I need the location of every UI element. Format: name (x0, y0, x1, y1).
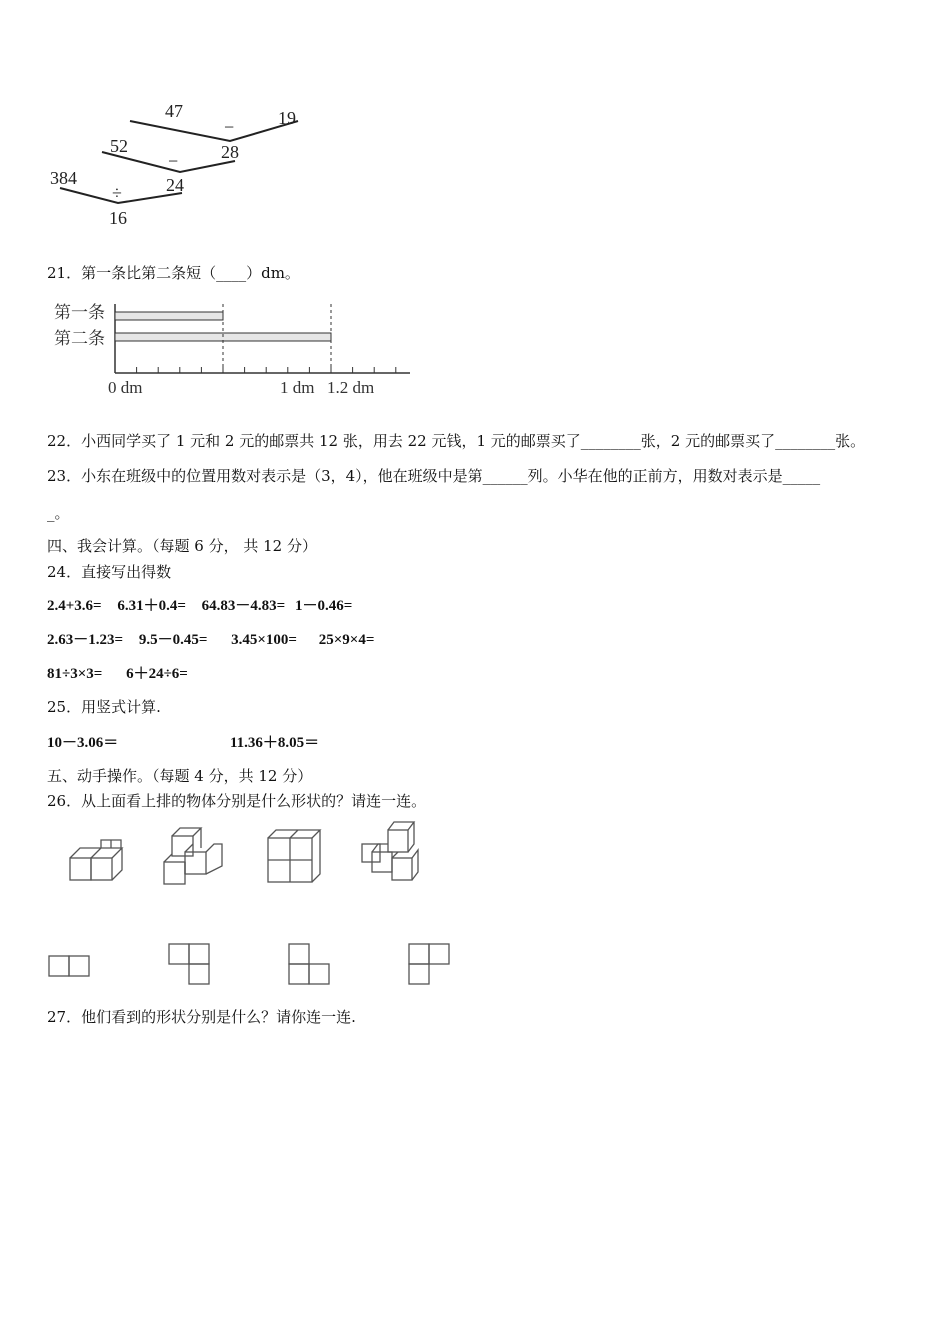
axis-ticks (115, 367, 396, 373)
section-4-title: 四、我会计算。（每题 6 分， 共 12 分） (47, 537, 317, 555)
top-view-two-squares (49, 956, 89, 976)
top-view-shapes-row (45, 940, 465, 990)
solid-square-stack (268, 830, 320, 882)
section-5-title: 五、动手操作。（每题 4 分，共 12 分） (47, 767, 313, 785)
tick-label-1dm: 1 dm (280, 378, 315, 397)
question-23-continued: _。 (47, 504, 70, 522)
cube-solids-row (60, 818, 440, 890)
tree-num-24: 24 (166, 175, 184, 195)
tree-num-19: 19 (278, 108, 296, 128)
tick-label-0dm: 0 dm (108, 378, 143, 397)
calc-item: 25×9×4= (318, 632, 375, 648)
top-view-l-left (289, 944, 329, 984)
question-22: 22．小西同学买了 1 元和 2 元的邮票共 12 张，用去 22 元钱，1 元的邮票买了________张，2 元的邮票买了________张。 (47, 432, 866, 450)
question-25-title: 25．用竖式计算. (47, 698, 161, 716)
question-23: 23．小东在班级中的位置用数对表示是（3，4），他在班级中是第______列。小华在他的正前方，用数对表示是_____ (47, 467, 821, 485)
calc-row-1 (47, 594, 364, 615)
tree-num-28: 28 (221, 142, 239, 162)
calc-item: 1－0.46= (294, 598, 353, 614)
tree-op-minus-2: − (168, 151, 179, 171)
question-21: 21．第一条比第二条短（____）dm。 (47, 264, 300, 282)
bar-label-second: 第二条 (54, 329, 105, 348)
calc-item: 81÷3×3= (47, 666, 103, 682)
tree-num-16: 16 (109, 208, 127, 228)
calc-item: 6＋24÷6= (126, 666, 188, 682)
tree-op-divide: ÷ (112, 183, 122, 203)
top-view-l-up (409, 944, 449, 984)
calc-item: 64.83－4.83= (201, 598, 286, 614)
calc-item: 6.31＋0.4= (117, 598, 186, 614)
tree-num-52: 52 (110, 136, 128, 156)
bar-label-first: 第一条 (54, 303, 105, 322)
calc-item: 9.5－0.45= (138, 632, 208, 648)
calc-item: 3.45×100= (231, 632, 297, 648)
bar-first (115, 312, 223, 320)
tree-branch-top (130, 121, 298, 141)
vertical-calc-2: 11.36＋8.05＝ (230, 735, 320, 751)
vertical-calc-1: 10－3.06＝ (47, 735, 119, 751)
tree-op-minus-1: − (224, 117, 235, 137)
tree-num-47: 47 (165, 101, 183, 121)
question-27: 27．他们看到的形状分别是什么？请你连一连. (47, 1008, 356, 1026)
number-tree-figure (40, 95, 320, 235)
question-26: 26．从上面看上排的物体分别是什么形状的？请连一连。 (47, 792, 427, 810)
calc-item: 2.4+3.6= (47, 598, 102, 614)
calc-item: 2.63－1.23= (47, 632, 124, 648)
top-view-l-right (169, 944, 209, 984)
tick-label-1-2dm: 1.2 dm (327, 378, 375, 397)
solid-two-cubes (70, 840, 122, 880)
length-bar-diagram (40, 296, 420, 401)
tree-num-384: 384 (50, 168, 77, 188)
solid-l-shape-cubes (164, 828, 222, 884)
question-24-title: 24．直接写出得数 (47, 563, 172, 581)
solid-tall-stack (362, 822, 418, 880)
calc-row-2 (47, 628, 386, 649)
calc-row-3 (47, 662, 200, 683)
